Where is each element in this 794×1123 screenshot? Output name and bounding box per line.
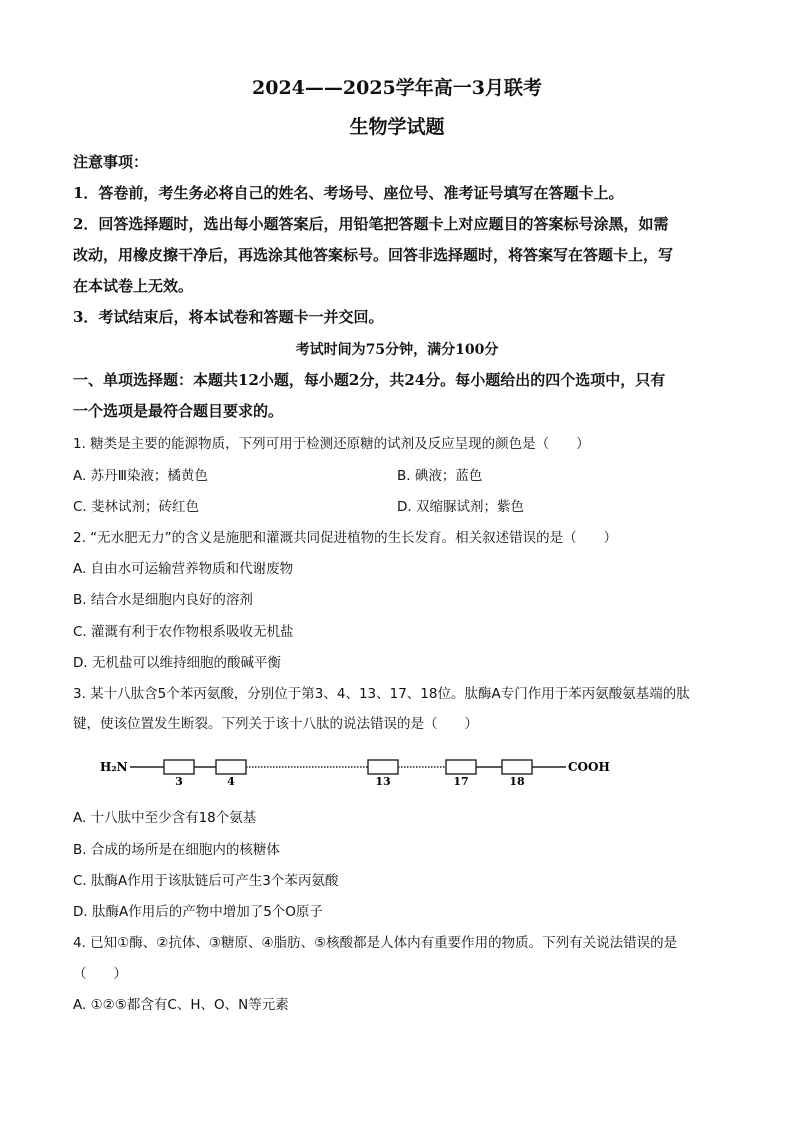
notice-item-3: 3．考试结束后，将本试卷和答题卡一并交回。 xyxy=(73,308,384,326)
q3-option-d: D. 肽酶A作用后的产物中增加了5个O原子 xyxy=(73,904,323,920)
q1-option-d: D. 双缩脲试剂；紫色 xyxy=(397,499,524,515)
phenylalanine-box-18 xyxy=(502,760,532,774)
phenylalanine-box-13 xyxy=(368,760,398,774)
q3-option-b: B. 合成的场所是在细胞内的核糖体 xyxy=(73,842,280,858)
position-label-17: 17 xyxy=(453,775,469,788)
position-label-13: 13 xyxy=(375,775,391,788)
notice-item-2-line-2: 改动，用橡皮擦干净后，再选涂其他答案标号。回答非选择题时，将答案写在答题卡上，写 xyxy=(73,246,674,264)
exam-time-info: 考试时间为75分钟，满分100分 xyxy=(295,342,499,358)
notice-item-1: 1．答卷前，考生务必将自己的姓名、考场号、座位号、准考证号填写在答题卡上。 xyxy=(73,184,624,202)
exam-subtitle: 生物学试题 xyxy=(349,116,445,138)
peptide-carboxyl-terminus-label: COOH xyxy=(568,760,610,774)
position-label-3: 3 xyxy=(175,775,183,788)
q4-stem-line-1: 4. 已知①酶、②抗体、③糖原、④脂肪、⑤核酸都是人体内有重要作用的物质。下列有关说法错误的是 xyxy=(73,935,678,951)
phenylalanine-box-17 xyxy=(446,760,476,774)
q4-stem-line-2: （ ） xyxy=(73,966,127,982)
peptide-amino-terminus-label: H₂N xyxy=(100,760,128,774)
exam-title: 2024——2025学年高一3月联考 xyxy=(252,77,542,99)
q3-stem-line-2: 键，使该位置发生断裂。下列关于该十八肽的说法错误的是（ ） xyxy=(73,716,478,732)
q3-option-c: C. 肽酶A作用于该肽链后可产生3个苯丙氨酸 xyxy=(73,873,339,889)
phenylalanine-box-4 xyxy=(216,760,246,774)
position-label-4: 4 xyxy=(227,775,235,788)
q2-option-c: C. 灌溉有利于农作物根系吸收无机盐 xyxy=(73,624,294,640)
notice-item-2-line-1: 2．回答选择题时，选出每小题答案后，用铅笔把答题卡上对应题目的答案标号涂黑，如需 xyxy=(73,215,669,233)
q1-option-a: A. 苏丹Ⅲ染液；橘黄色 xyxy=(73,468,208,484)
q2-option-a: A. 自由水可运输营养物质和代谢废物 xyxy=(73,561,294,577)
q3-option-a: A. 十八肽中至少含有18个氨基 xyxy=(73,810,257,826)
q1-option-b: B. 碘液；蓝色 xyxy=(397,468,483,484)
phenylalanine-box-3 xyxy=(164,760,194,774)
q3-stem-line-1: 3. 某十八肽含5个苯丙氨酸，分别位于第3、4、13、17、18位。肽酶A专门作用于苯丙氨酸氨基端的肽 xyxy=(73,686,690,702)
peptide-chain-diagram xyxy=(96,748,626,790)
q2-stem: 2. “无水肥无力”的含义是施肥和灌溉共同促进植物的生长发育。相关叙述错误的是（ ） xyxy=(73,530,618,546)
section-1-heading-line-2: 一个选项是最符合题目要求的。 xyxy=(73,402,284,420)
notice-item-2-line-3: 在本试卷上无效。 xyxy=(73,277,194,295)
q2-option-d: D. 无机盐可以维持细胞的酸碱平衡 xyxy=(73,655,281,671)
q1-stem: 1. 糖类是主要的能源物质，下列可用于检测还原糖的试剂及反应呈现的颜色是（ ） xyxy=(73,436,590,452)
q4-option-a: A. ①②⑤都含有C、H、O、N等元素 xyxy=(73,997,289,1013)
q1-option-c: C. 斐林试剂；砖红色 xyxy=(73,499,200,515)
section-1-heading-line-1: 一、单项选择题：本题共12小题，每小题2分，共24分。每小题给出的四个选项中，只有 xyxy=(73,371,666,389)
position-label-18: 18 xyxy=(509,775,525,788)
q2-option-b: B. 结合水是细胞内良好的溶剂 xyxy=(73,592,253,608)
notice-heading: 注意事项： xyxy=(73,153,149,171)
